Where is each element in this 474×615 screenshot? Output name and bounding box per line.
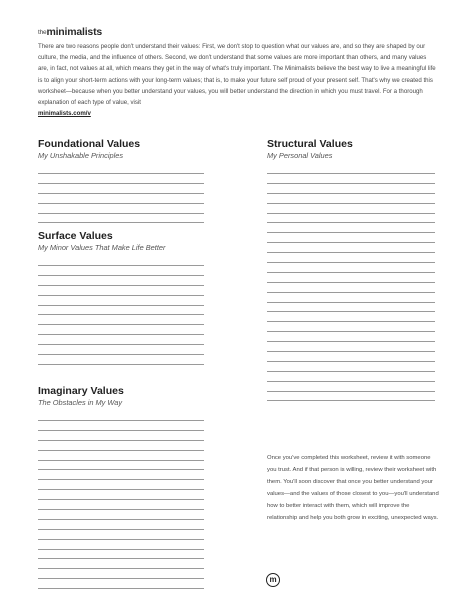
writing-line[interactable] bbox=[38, 559, 204, 569]
writing-line[interactable] bbox=[267, 372, 435, 382]
writing-line[interactable] bbox=[267, 382, 435, 392]
writing-line[interactable] bbox=[38, 441, 204, 451]
writing-line[interactable] bbox=[38, 355, 204, 365]
badge-letter: m bbox=[269, 574, 277, 584]
writing-line[interactable] bbox=[267, 342, 435, 352]
writing-line[interactable] bbox=[38, 315, 204, 325]
writing-line[interactable] bbox=[38, 266, 204, 276]
section-subtitle: My Minor Values That Make Life Better bbox=[38, 243, 166, 252]
writing-line[interactable] bbox=[267, 204, 435, 214]
writing-line[interactable] bbox=[38, 174, 204, 184]
writing-line[interactable] bbox=[267, 293, 435, 303]
minimalists-logo bbox=[38, 22, 148, 38]
writing-line[interactable] bbox=[38, 500, 204, 510]
writing-line[interactable] bbox=[267, 273, 435, 283]
writing-line[interactable] bbox=[38, 470, 204, 480]
foundational-values-section bbox=[38, 138, 204, 223]
values-link[interactable]: minimalists.com/v bbox=[38, 110, 91, 118]
writing-line[interactable] bbox=[38, 345, 204, 355]
writing-line[interactable] bbox=[38, 480, 204, 490]
writing-line[interactable] bbox=[267, 352, 435, 362]
writing-lines[interactable] bbox=[38, 260, 204, 365]
writing-line[interactable] bbox=[38, 214, 204, 224]
writing-line[interactable] bbox=[267, 283, 435, 293]
section-subtitle: The Obstacles in My Way bbox=[38, 398, 123, 407]
writing-line[interactable] bbox=[38, 286, 204, 296]
writing-line[interactable] bbox=[267, 243, 435, 253]
writing-line[interactable] bbox=[38, 325, 204, 335]
writing-line[interactable] bbox=[267, 233, 435, 243]
writing-line[interactable] bbox=[267, 303, 435, 313]
writing-line[interactable] bbox=[267, 332, 435, 342]
writing-line[interactable] bbox=[38, 184, 204, 194]
section-title: Surface Values bbox=[38, 230, 113, 242]
writing-line[interactable] bbox=[38, 296, 204, 306]
writing-line[interactable] bbox=[38, 520, 204, 530]
logo-prefix: the bbox=[38, 29, 47, 36]
writing-line[interactable] bbox=[38, 461, 204, 471]
writing-line[interactable] bbox=[38, 421, 204, 431]
writing-line[interactable] bbox=[267, 223, 435, 233]
section-subtitle: My Unshakable Principles bbox=[38, 151, 124, 160]
section-title: Structural Values bbox=[267, 138, 353, 150]
writing-line[interactable] bbox=[38, 451, 204, 461]
structural-values-section bbox=[267, 138, 435, 401]
writing-line[interactable] bbox=[38, 431, 204, 441]
writing-line[interactable] bbox=[267, 253, 435, 263]
imaginary-values-section bbox=[38, 385, 204, 589]
logo-wordmark: minimalists bbox=[46, 26, 103, 38]
writing-line[interactable] bbox=[267, 214, 435, 224]
writing-line[interactable] bbox=[267, 312, 435, 322]
writing-line[interactable] bbox=[267, 362, 435, 372]
writing-line[interactable] bbox=[38, 550, 204, 560]
section-title: Imaginary Values bbox=[38, 385, 124, 397]
writing-line[interactable] bbox=[38, 569, 204, 579]
writing-line[interactable] bbox=[38, 510, 204, 520]
writing-line[interactable] bbox=[38, 276, 204, 286]
writing-line[interactable] bbox=[267, 194, 435, 204]
writing-line[interactable] bbox=[38, 490, 204, 500]
writing-line[interactable] bbox=[38, 204, 204, 214]
writing-lines[interactable] bbox=[38, 415, 204, 589]
writing-line[interactable] bbox=[267, 184, 435, 194]
writing-line[interactable] bbox=[38, 530, 204, 540]
surface-values-section bbox=[38, 230, 204, 365]
writing-line[interactable] bbox=[267, 263, 435, 273]
section-title: Foundational Values bbox=[38, 138, 141, 150]
writing-lines[interactable] bbox=[38, 168, 204, 223]
intro-paragraph: There are two reasons people don't understand their values: First, we don't stop to question what our values are, and so they are shaped by our culture, the media, and the influence of others. Second, we don't understand that some values are more important than others, and many values are, in fact, not values at all, which means they get in the way of what's truly important. The Minimalists believe the best way to live a meaningful life is to align your short-term actions with your long-term values; that is, to make your future self proud of your present self. That's why we created this worksheet—because when you better understand your values, you will better understand the direction in which you must travel. For a thorough explanation of each type of value, visit bbox=[38, 43, 436, 107]
minimalists-m-icon bbox=[266, 573, 280, 587]
writing-line[interactable] bbox=[38, 335, 204, 345]
closing-paragraph: Once you've completed this worksheet, review it with someone you trust. And if that person is willing, review their worksheet with them. You'll soon discover that once you better understand your values—and the values of those closest to you—you'll understand how to better interact with them, which will improve the relationship and help you both grow in exciting, unexpected ways. bbox=[267, 455, 439, 522]
writing-line[interactable] bbox=[38, 306, 204, 316]
writing-line[interactable] bbox=[267, 392, 435, 402]
writing-line[interactable] bbox=[267, 174, 435, 184]
writing-line[interactable] bbox=[38, 194, 204, 204]
writing-line[interactable] bbox=[38, 540, 204, 550]
section-subtitle: My Personal Values bbox=[267, 151, 333, 160]
intro-text bbox=[38, 41, 436, 119]
writing-line[interactable] bbox=[267, 322, 435, 332]
writing-lines[interactable] bbox=[267, 168, 435, 401]
writing-line[interactable] bbox=[38, 579, 204, 589]
